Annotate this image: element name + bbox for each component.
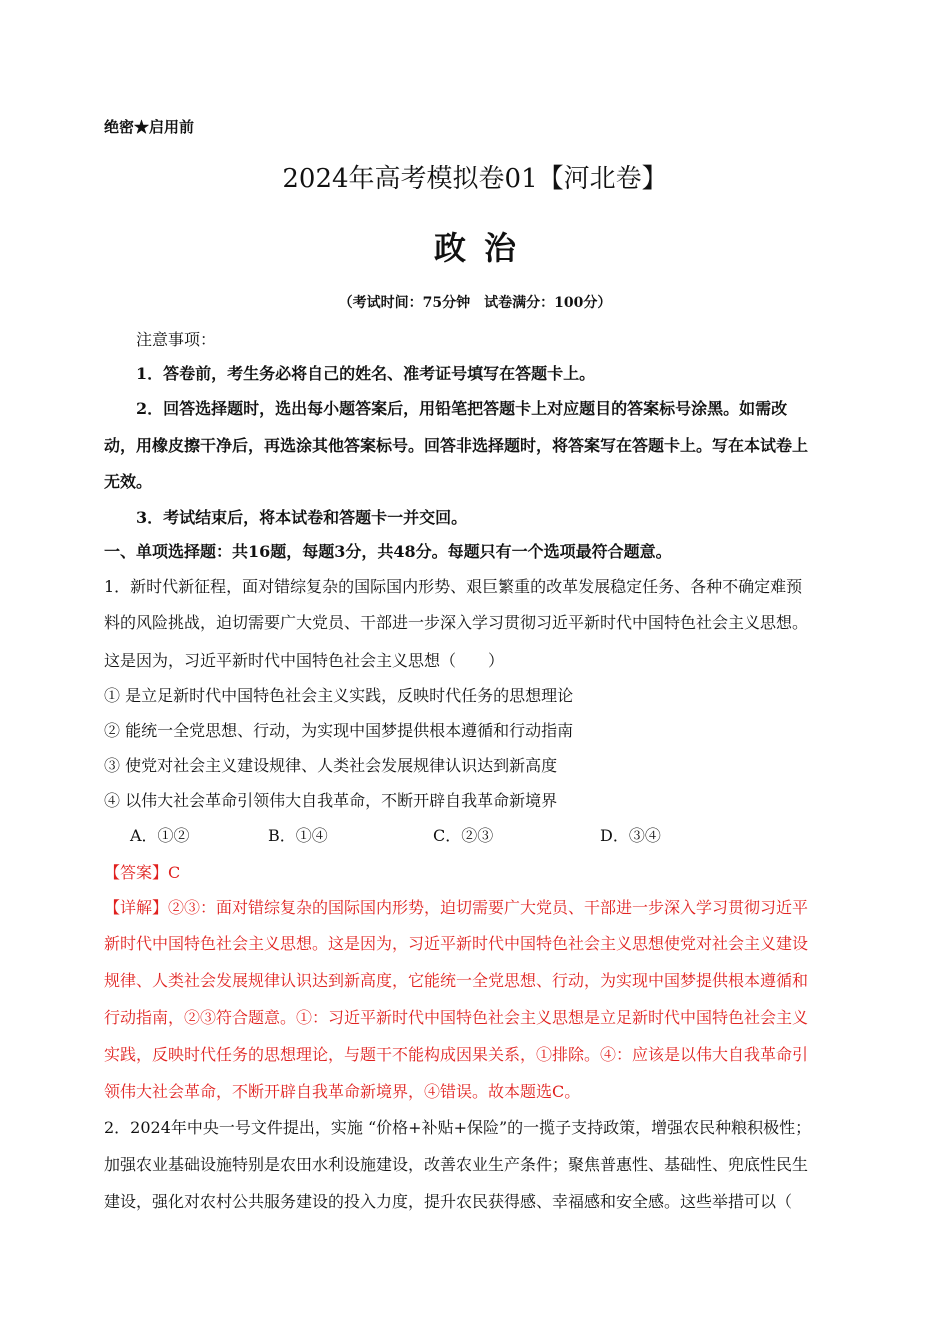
answer-label: 【答案】C [104,863,181,882]
notice-item: 2．回答选择题时，选出每小题答案后，用铅笔把答题卡上对应题目的答案标号涂黑。如需改 [136,399,788,418]
question-stem: 料的风险挑战，迫切需要广大党员、干部进一步深入学习贯彻习近平新时代中国特色社会主义思想。 [104,613,809,632]
question-stem: 这是因为，习近平新时代中国特色社会主义思想（ ） [104,651,505,670]
explanation-line: 实践，反映时代任务的思想理论，与题干不能构成因果关系，①排除。④：应该是以伟大自我革命引 [104,1045,809,1064]
explanation-line: 领伟大社会革命，不断开辟自我革命新境界，④错误。故本题选C。 [104,1082,581,1101]
question-stem: 加强农业基础设施特别是农田水利设施建设，改善农业生产条件；聚焦普惠性、基础性、兜底性民生 [104,1155,809,1174]
subject-title: 政治 [433,229,534,267]
option-d: D．③④ [600,826,661,845]
secret-label: 绝密★启用前 [104,118,195,136]
statement-item: ③ 使党对社会主义建设规律、人类社会发展规律认识达到新高度 [104,756,558,775]
question-stem: 建设，强化对农村公共服务建设的投入力度，提升农民获得感、幸福感和安全感。这些举措可以（ [104,1192,793,1211]
notice-item: 1．答卷前，考生务必将自己的姓名、准考证号填写在答题卡上。 [136,364,596,383]
option-a: A．①② [130,826,190,845]
notice-item: 3．考试结束后，将本试卷和答题卡一并交回。 [136,508,468,527]
option-b: B．①④ [268,826,328,845]
statement-item: ① 是立足新时代中国特色社会主义实践，反映时代任务的思想理论 [104,686,574,705]
explanation-line: 规律、人类社会发展规律认识达到新高度，它能统一全党思想、行动，为实现中国梦提供根本遵循和 [104,971,809,990]
option-c: C．②③ [433,826,494,845]
question-stem: 1．新时代新征程，面对错综复杂的国际国内形势、艰巨繁重的改革发展稳定任务、各种不确定难预 [104,577,803,596]
statement-item: ④ 以伟大社会革命引领伟大自我革命，不断开辟自我革命新境界 [104,791,558,810]
question-stem: 2．2024年中央一号文件提出，实施 “价格+补贴+保险”的一揽子支持政策，增强农民种粮积极性； [104,1118,812,1137]
statement-item: ② 能统一全党思想、行动，为实现中国梦提供根本遵循和行动指南 [104,721,574,740]
explanation-line: 新时代中国特色社会主义思想。这是因为，习近平新时代中国特色社会主义思想使党对社会主义建设 [104,934,809,953]
notice-heading: 注意事项： [136,330,217,349]
exam-title: 2024年高考模拟卷01【河北卷】 [282,164,668,194]
section-heading: 一、单项选择题：共16题，每题3分，共48分。每题只有一个选项最符合题意。 [104,542,672,561]
notice-item: 无效。 [104,472,153,491]
explanation-line: 行动指南，②③符合题意。①：习近平新时代中国特色社会主义思想是立足新时代中国特色社会主义 [104,1008,809,1027]
explanation-line: 【详解】②③：面对错综复杂的国际国内形势，迫切需要广大党员、干部进一步深入学习贯彻习近平 [104,898,809,917]
notice-item: 动，用橡皮擦干净后，再选涂其他答案标号。回答非选择题时，将答案写在答题卡上。写在本试卷上 [104,436,809,455]
exam-info: （考试时间：75分钟 试卷满分：100分） [338,295,612,311]
